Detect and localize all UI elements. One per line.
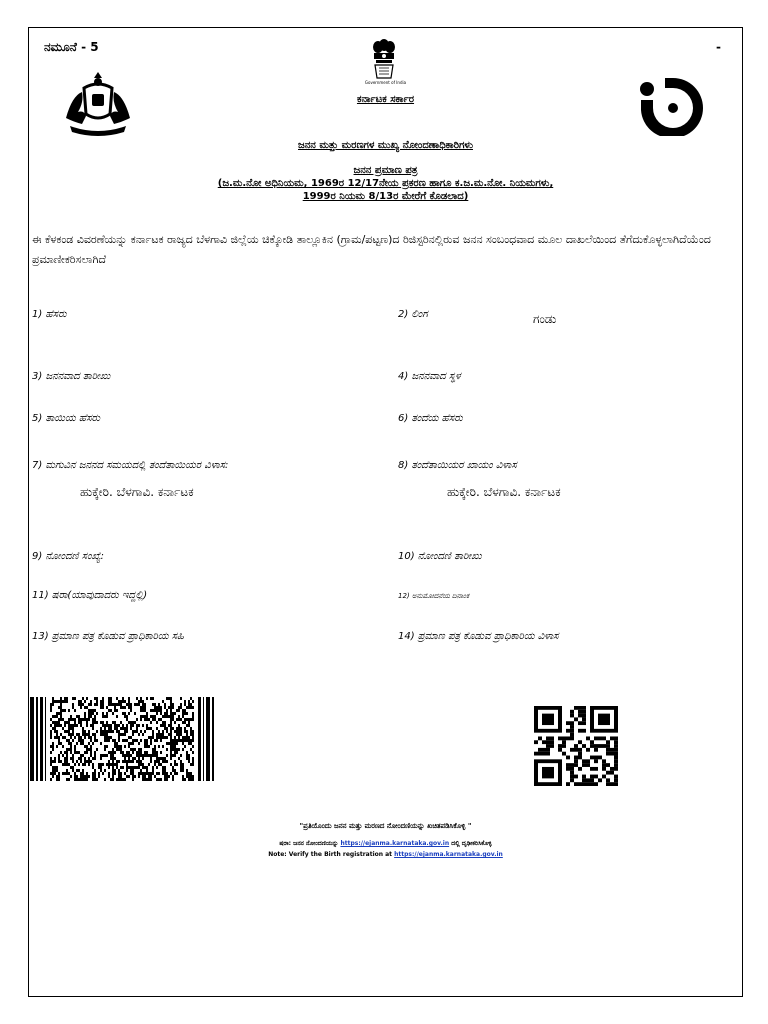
permanent-address-label: 8) ತಂದೆತಾಯಿಯರ ಖಾಯಂ ವಿಳಾಸ	[398, 460, 517, 471]
sex-value: ಗಂಡು	[533, 312, 557, 326]
pdf417-barcode-icon	[30, 697, 216, 781]
government-of-india-label: Government of India	[364, 80, 407, 85]
registration-number-label: 9) ನೋಂದಣಿ ಸಂಖ್ಯೆ:	[32, 551, 104, 562]
mother-name-label: 5) ತಾಯಿಯ ಹೆಸರು	[32, 413, 101, 424]
sex-label: 2) ಲಿಂಗ	[398, 309, 428, 320]
approval-date-label: 12) ಅನುಮೋದನೆಯ ದಿನಾಂಕ	[398, 592, 470, 600]
state-title: ಕರ್ನಾಟಕ ಸರ್ಕಾರ	[356, 94, 415, 105]
registration-date-label: 10) ನೋಂದಣಿ ತಾರೀಖು	[398, 551, 482, 562]
father-name-label: 6) ತಂದೆಯ ಹೆಸರು	[398, 413, 463, 424]
slogan: "ಪ್ರತಿಯೊಂದು ಜನನ ಮತ್ತು ಮರಣದ ನೋಂದಣಿಯನ್ನು ಖಚಿತಪಡಿಸಿಕೊಳ್ಳಿ "	[299, 822, 472, 830]
remarks-label: 11) ಷರಾ(ಯಾವುದಾದರು ಇದ್ದಲ್ಲಿ)	[32, 590, 148, 601]
name-label: 1) ಹೆಸರು	[32, 309, 67, 320]
verification-note-english-prefix: Note: Verify the Birth registration at	[268, 851, 395, 858]
form-number: ನಮೂನೆ - 5	[44, 40, 99, 54]
verification-note-kannada	[28, 840, 743, 848]
ejanma-logo-icon	[636, 78, 710, 136]
verification-note-kannada-prefix: ಷರಾ: ಜನನ ನೋಂದಣಿಯನ್ನು	[279, 840, 341, 847]
verification-note-english	[28, 851, 743, 858]
act-reference-line1: (ಜ.ಮ.ನೋ ಅಧಿನಿಯಮ, 1969ರ 12/17ನೇಯ ಪ್ರಕರಣ ಹಾಗೂ ಕ.ಜ.ಮ.ನೋ. ನಿಯಮಗಳು,	[217, 178, 554, 189]
authority-address-label: 14) ಪ್ರಮಾಣ ಪತ್ರ ಕೊಡುವ ಪ್ರಾಧಿಕಾರಿಯ ವಿಳಾಸ	[398, 631, 559, 642]
authority-signature-label: 13) ಪ್ರಮಾಣ ಪತ್ರ ಕೊಡುವ ಪ್ರಾಧಿಕಾರಿಯ ಸಹಿ	[32, 631, 184, 642]
address-at-birth-label: 7) ಮಗುವಿನ ಜನನದ ಸಮಯದಲ್ಲಿ ತಂದೆತಾಯಿಯರ ವಿಳಾಸ:	[32, 460, 229, 471]
permanent-address-value: ಹುಕ್ಕೇರಿ. ಬೆಳಗಾವಿ. ಕರ್ನಾಟಕ	[447, 485, 561, 499]
address-at-birth-value: ಹುಕ್ಕೇರಿ. ಬೆಳಗಾವಿ. ಕರ್ನಾಟಕ	[80, 485, 194, 499]
issuing-office: ಜನನ ಮತ್ತು ಮರಣಗಳ ಮುಖ್ಯ ನೋಂದಣಾಧಿಕಾರಿಗಳು	[298, 140, 473, 151]
certification-statement: ಈ ಕೆಳಕಂಡ ವಿವರಣೆಯನ್ನು ಕರ್ನಾಟಕ ರಾಜ್ಯದ ಬೆಳಗಾವಿ ಜಿಲ್ಲೆಯ ಚಿಕ್ಕೋಡಿ ತಾಲ್ಲೂಕಿನ (ಗ್ರಾಮ/ಪಟ್ಟಣ)ದ ರಿಜಿಸ್ಟರಿನಲ್ಲಿರುವ ಜನನ ಸಂಬಂಧವಾದ ಮೂಲ ದಾಖಲೆಯಿಂದ ತೆಗೆದುಕೊಳ್ಳಲಾಗಿದೆಯೆಂದ ಪ್ರಮಾಣೀಕರಿಸಲಾಗಿದೆ	[32, 233, 711, 266]
verification-note-kannada-suffix: ದಲ್ಲಿ ದೃಢೀಕರಿಸಿಕೊಳ್ಳಿ	[449, 840, 492, 847]
ashoka-emblem-icon	[371, 38, 397, 80]
pob-label: 4) ಜನನವಾದ ಸ್ಥಳ	[398, 371, 461, 382]
dob-label: 3) ಜನನವಾದ ತಾರೀಖು	[32, 371, 111, 382]
act-reference-line2: 1999ರ ನಿಯಮ 8/13ರ ಮೇರೆಗೆ ಕೊಡಲಾದ)	[302, 191, 469, 202]
ejanma-link-english[interactable]: https://ejanma.karnataka.gov.in	[394, 851, 503, 858]
qr-code-icon	[534, 706, 618, 786]
top-right-dash: -	[716, 40, 721, 54]
ejanma-link[interactable]: https://ejanma.karnataka.gov.in	[340, 840, 450, 847]
certificate-title: ಜನನ ಪ್ರಮಾಣ ಪತ್ರ	[353, 165, 418, 176]
